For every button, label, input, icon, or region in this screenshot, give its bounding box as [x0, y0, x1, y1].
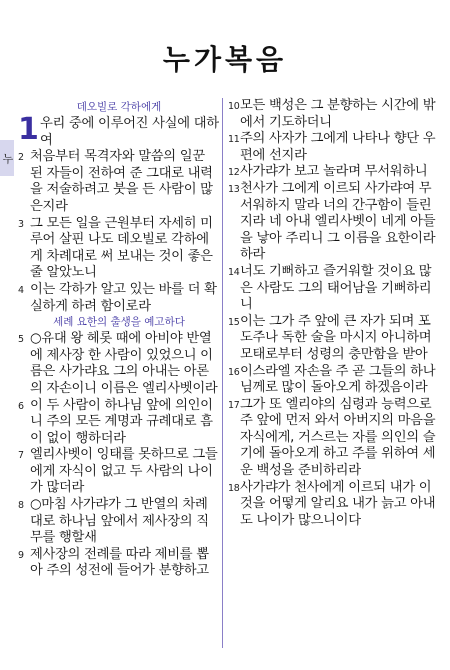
verse-text: 엘리사벳이 잉태를 못하므로 그들에게 자식이 없고 두 사람의 나이가 많더라: [30, 447, 218, 496]
verse-number: 11: [228, 134, 240, 146]
verse-number: 3: [18, 218, 24, 230]
verse-8: [18, 497, 220, 547]
verse-10: [228, 98, 440, 131]
verse-12: [228, 164, 440, 181]
verse-number: 10: [228, 101, 240, 112]
verse-text: 사가랴가 천사에게 이르되 내가 이것을 어떻게 알리요 내가 늙고 아내도 나이가 많으니이다: [240, 479, 436, 528]
verse-text: 처음부터 목격자와 말씀의 일꾼 된 자들이 전하여 준 그대로 내력을 저술하려고 붓을 든 사람이 많은지라: [30, 149, 213, 214]
verse-number: 9: [18, 549, 24, 561]
verse-4: [18, 282, 220, 315]
verse-text: 이는 각하가 알고 있는 바를 더 확실하게 하려 함이로라: [30, 281, 217, 314]
left-column: [18, 100, 220, 580]
verse-17: [228, 397, 440, 480]
verse-number: 5: [18, 334, 24, 346]
verse-text: 우리 중에 이루어진 사실에 대하여: [40, 116, 219, 148]
column-divider: [222, 98, 223, 648]
verse-5: [18, 331, 220, 397]
verse-number: 7: [18, 450, 24, 462]
verse-number: 18: [228, 482, 240, 494]
verse-13: [228, 181, 440, 264]
verse-text: 그 모든 일을 근원부터 자세히 미루어 살핀 나도 데오빌로 각하에게 차례대로 써 보내는 것이 좋은 줄 알았노니: [30, 215, 213, 281]
verse-text: 그가 또 엘리야의 심령과 능력으로 주 앞에 먼저 와서 아버지의 마음을 자식에게, 거스르는 자를 의인의 슬기에 돌아오게 하고 주를 위하여 세운 백성을 준비하리라: [240, 396, 436, 479]
verse-number: 4: [18, 284, 24, 296]
verse-text: ○유대 왕 헤롯 때에 아비야 반열에 제사장 한 사람이 있었으니 이름은 사가랴요 그의 아내는 아론의 자손이니 이름은 엘리사벳이라: [30, 331, 218, 396]
verse-text: 제사장의 전례를 따라 제비를 뽑아 주의 성전에 들어가 분향하고: [30, 546, 209, 579]
verse-number: 13: [228, 183, 240, 195]
verse-text: 이 두 사람이 하나님 앞에 의인이니 주의 모든 계명과 규례대로 흠이 없이 행하더라: [30, 397, 213, 446]
verse-number: 8: [18, 500, 24, 512]
verse-7: [18, 447, 220, 497]
verse-text: 천사가 그에게 이르되 사가랴여 무서워하지 말라 너의 간구함이 들린지라 네 아내 엘리사벳이 네게 아들을 낳아 주리니 그 이름을 요한이라 하라: [240, 180, 436, 263]
verse-number: 12: [228, 167, 240, 179]
verse-number: 15: [228, 316, 240, 328]
verse-6: [18, 398, 220, 448]
verse-15: [228, 314, 440, 364]
verse-18: [228, 480, 440, 530]
verse-number: 16: [228, 366, 240, 378]
verse-number: 17: [228, 399, 240, 411]
verse-9: [18, 547, 220, 580]
verse-text: 이스라엘 자손을 주 곧 그들의 하나님께로 많이 돌아오게 하겠음이라: [240, 363, 436, 396]
section-heading: 데오빌로 각하에게: [76, 101, 162, 113]
right-column: [228, 98, 440, 529]
book-side-tab: 누: [0, 140, 14, 176]
verse-3: [18, 216, 220, 282]
verse-number: 14: [228, 266, 240, 278]
verse-number: 6: [18, 400, 24, 412]
verse-16: [228, 364, 440, 397]
verse-text: 사가랴가 보고 놀라며 무서워하니: [240, 164, 428, 180]
page-title: 누가복음: [162, 43, 288, 76]
section-heading: 세례 요한의 출생을 예고하다: [53, 316, 185, 329]
verse-14: [228, 264, 440, 314]
chapter-number: 1: [18, 112, 39, 147]
verse-number: 2: [18, 152, 24, 164]
verse-text: 주의 사자가 그에게 나타나 향단 우편에 선지라: [240, 131, 436, 163]
verse-text: 모든 백성은 그 분향하는 시간에 밖에서 기도하더니: [240, 98, 436, 130]
verse-text: ○마침 사가랴가 그 반열의 차례대로 하나님 앞에서 제사장의 직무를 행할새: [30, 497, 209, 546]
verse-1: [18, 112, 220, 149]
verse-11: [228, 131, 440, 164]
verse-text: 너도 기뻐하고 즐거워할 것이요 많은 사람도 그의 태어남을 기뻐하리니: [240, 263, 432, 313]
verse-2: [18, 149, 220, 215]
verse-text: 이는 그가 주 앞에 큰 자가 되며 포도주나 독한 술을 마시지 아니하며 모태로부터 성령의 충만함을 받아: [240, 313, 432, 362]
